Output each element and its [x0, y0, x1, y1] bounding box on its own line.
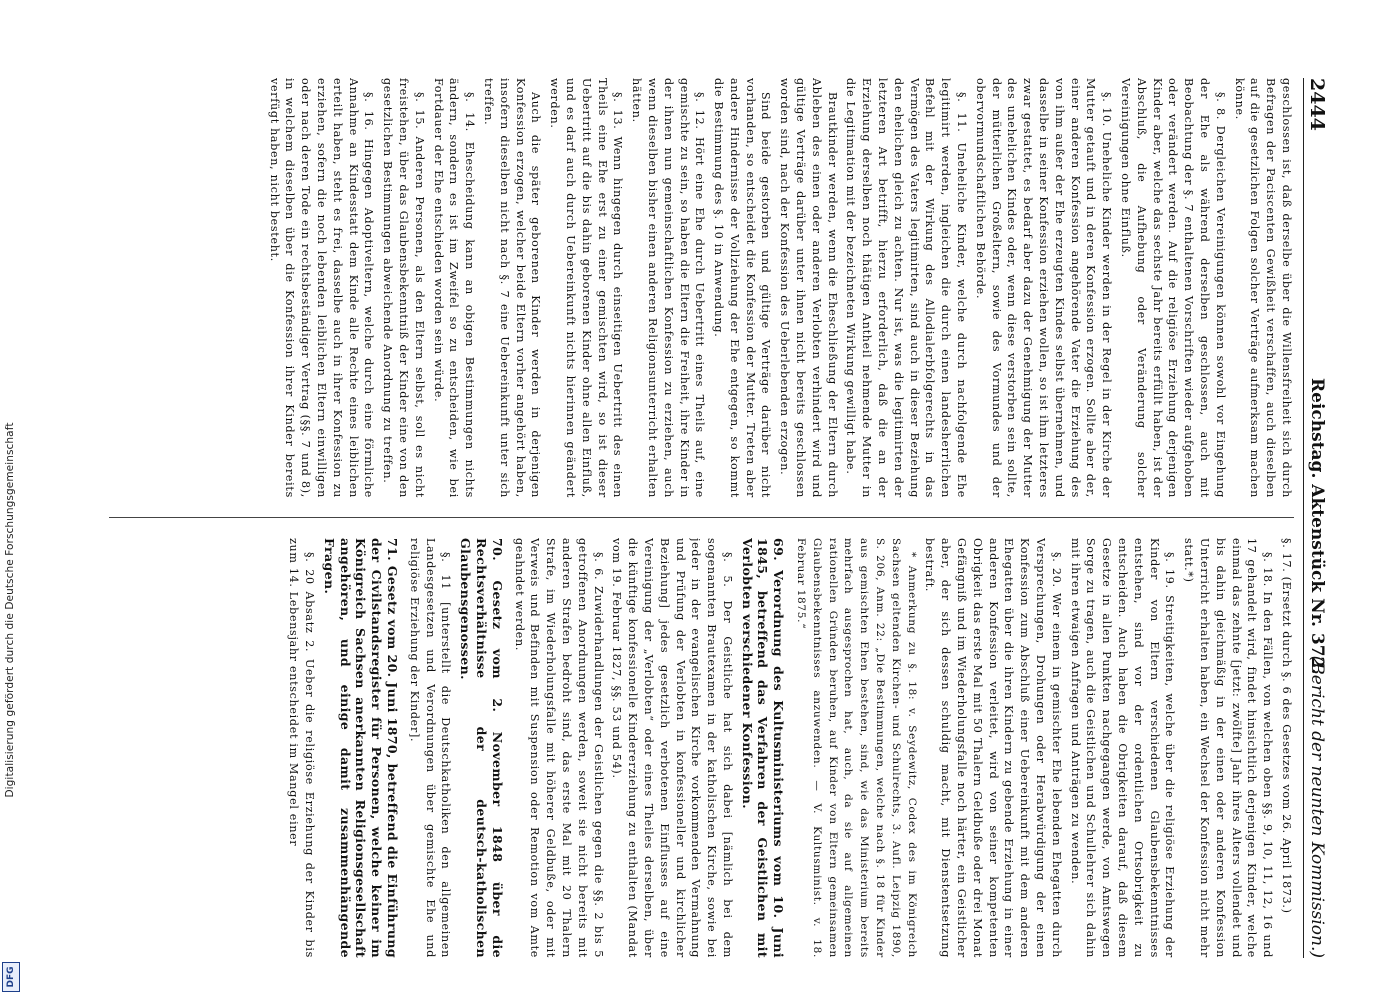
text-paragraph: Brautkinder werden, wenn die Eheschließung der Eltern durch Ableben des einen oder anderen Verlobten verhindert wird und gültige Verträge darüber unter ihnen nicht bereits geschlossen worden sind, nach der Konfession des Ueberlebenden erzogen.	[778, 78, 839, 498]
footnote-paragraph: * Anmerkung zu §. 18: v. Seydewitz, Codex des im Königreich Sachsen geltenden Kirchen- und Schulrechts, 3. Aufl. Leipzig 1890, S. 206, Anm. 22: „Die Bestimmungen, welche nach §. 18 für Kinder aus gemischten Ehen bestehen, sind, wie das Ministerium bereits mehrfach ausgesprochen hat, auch, da sie auf allgemeinen rationellen Gründen beruhen, auf Kinder von Eltern gemeinsamen Glaubensbekenntnisses anzuwenden. — V. Kultusminist. v. 18. Februar 1875.“	[795, 538, 918, 958]
right-text-column	[109, 538, 1294, 958]
text-paragraph: §. 14. Ehescheidung kann an obigen Bestimmungen nichts ändern, sondern es ist im Zweifel so zu entscheiden, wie bei Fortdauer der Ehe entschieden worden sein würde.	[431, 78, 477, 498]
running-title: Reichstag. Aktenstück Nr. 372.	[1307, 378, 1327, 675]
section-heading: 70. Gesetz vom 2. November 1848 über die Rechtsverhältnisse der deutsch-katholischen Glaubensgenossen.	[458, 538, 505, 958]
text-paragraph: §. 15. Anderen Personen, als den Eltern selbst, soll es nicht freistehen, über das Glaubensbekenntniß der Kinder eine von den gesetzlichen Bestimmungen abweichende Anordnung zu treffen.	[381, 78, 426, 498]
text-paragraph: §. 10. Uneheliche Kinder werden in der Regel in der Kirche der Mutter getauft und in deren Konfession erzogen. Sollte aber der, einer anderen Konfession angehörende Vater die Erziehung des von ihm außer der Ehe erzeugten Kindes selbst übernehmen, und dasselbe in seiner Konfession erziehen wollen, so ist ihm letzteres zwar gestattet, es bedarf aber dazu der Genehmigung der Mutter des unehelichen Kindes oder, wenn diese verstorben sein sollte, der mütterlichen Großeltern, sowie des Vormundes und der obervormundschaftlichen Behörde.	[973, 78, 1114, 498]
text-paragraph: §. 17. (Ersetzt durch §. 6 des Gesetzes vom 26. April 1873.)	[1280, 538, 1293, 914]
section-heading: 69. Verordnung des Kultusministeriums vom 10. Juni 1845, betreffend das Verfahren der Geistlichen mit Verlobten verschiedener Konfession.	[739, 538, 787, 958]
text-paragraph: §. 18. In den Fällen, von welchen oben §§. 9, 10, 11, 12, 16 und 17 gehandelt wird, findet hinsichtlich derjenigen Kinder, welche einmal das zehnte [jetzt: zwölfte] Jahr ihres Alters vollendet und bis dahin gleichmäßig in der einen oder anderen Konfession Unterricht erhalten haben, ein Wechsel der Konfession nicht mehr statt.*)	[1182, 538, 1275, 958]
page-header	[1303, 78, 1330, 958]
text-paragraph: Auch die später geborenen Kinder werden in derjenigen Konfession erzogen, welcher beide Eltern vorher angehört haben, insofern dieselben nicht nach §. 7 eine Uebereinkunft unter sich treffen.	[481, 78, 543, 498]
left-text-column	[109, 78, 1294, 498]
scanned-page	[86, 68, 1344, 968]
text-paragraph: §. 6. Zuwiderhandlungen der Geistlichen gegen die §§. 2 bis 5 getroffenen Anordnungen werden, soweit sie nicht bereits mit anderen Strafen bedroht sind, das erste Mal mit 20 Thalern Strafe, im Wiederholungsfalle mit höherer Geldbuße, oder mit Verweis und Befinden mit Suspension oder Remotion vom Amte geahndet werden.	[512, 538, 605, 958]
page-number: 2444	[1306, 78, 1328, 131]
text-paragraph: §. 13. Wenn hingegen durch einseitigen Uebertritt des einen Theils eine Ehe erst zu einer gemischten wird, so ist dieser Uebertritt auf die bis dahin geborenen Kinder ohne allen Einfluß, und es darf auch durch Uebereinkunft nichts hierinnen geändert werden.	[548, 78, 625, 498]
text-paragraph: §. 8. Dergleichen Vereinigungen können sowohl vor Eingehung der Ehe als während derselben geschlossen, auch mit Beobachtung der §. 7 enthaltenen Vorschriften wieder aufgehoben oder verändert werden. Auf die religiöse Erziehung derjenigen Kinder aber, welche das sechste Jahr bereits erfüllt haben, ist der Abschluß, die Aufhebung oder Veränderung solcher Vereinigungen ohne Einfluß.	[1119, 78, 1227, 498]
text-paragraph: §. 19. Streitigkeiten, welche über die religiöse Erziehung der Kinder von Eltern verschiedenen Glaubensbekenntnisses entstehen, sind vor der ordentlichen Ortsobrigkeit zu entscheiden. Auch haben die Obrigkeiten darauf, daß diesem Gesetze in allen Punkten nachgegangen werde, von Amtswegen Sorge zu tragen, auch die Geistlichen und Schullehrer sich dahin mit ihren etwaigen Anfragen und Anträgen zu wenden.	[1068, 538, 1177, 958]
text-paragraph: §. 20. Wer einem in gemischter Ehe lebenden Ehegatten durch Versprechungen, Drohungen oder Herabwürdigung der einen Konfession zum Abschluß einer Uebereinkunft mit dem anderen Ehegatten über die ihren Kindern zu gebende Erziehung in einer anderen Konfession verleitet, wird von seiner kompetenten Obrigkeit das erste Mal mit 50 Thalern Geldbuße oder drei Monat Gefängniß und im Wiederholungsfalle noch härter, ein Geistlicher aber, der sich dessen schuldig macht, mit Dienstentsetzung bestraft.	[923, 538, 1063, 958]
rotated-page-content	[100, 78, 1330, 958]
text-paragraph: §. 11 [unterstellt die Deutschkatholiken den allgemeinen Landesgesetzen und Verordnungen über gemischte Ehe und religiöse Erziehung der Kinder].	[407, 538, 453, 958]
text-paragraph: §. 12. Hört eine Ehe durch Uebertritt eines Theils auf, eine gemischte zu sein, so haben die Eltern die Freiheit, ihre Kinder in der ihnen nun gemeinschaftlichen Konfession zu erziehen, auch wenn dieselben bisher einen anderen Religionsunterricht erhalten hätten.	[630, 78, 707, 498]
text-paragraph: §. 11. Uneheliche Kinder, welche durch nachfolgende Ehe legitimirt werden, ingleichen die durch einen landesherrlichen Befehl mit der Wirkung des Allodialerbfolgerechts in das Vermögen des Vaters legitimirten, sind auch in dieser Beziehung den ehelichen gleich zu achten. Nur ist, was die legitimirten der letzteren Art betrifft, hierzu erforderlich, daß die an der Erziehung derselben noch thätigen Antheil nehmende Mutter in die Legitimation mit der bezeichneten Wirkung gewilligt habe.	[844, 78, 969, 498]
dfg-logo	[2, 962, 20, 992]
text-paragraph: §. 20 Absatz 2. Ueber die religiöse Erziehung der Kinder bis zum 14. Lebensjahr entscheidet im Mangel einer	[287, 538, 316, 958]
column-divider	[109, 517, 1294, 518]
text-paragraph: geschlossen ist, daß derselbe über die Willensfreiheit sich durch Befragen der Paciscenten Gewißheit verschaffen, auch dieselben auf die gesetzlichen Folgen solcher Verträge aufmerksam machen könne.	[1232, 78, 1293, 498]
digitization-credit-strip	[0, 0, 20, 1000]
text-paragraph: Sind beide gestorben und gültige Verträge darüber nicht vorhanden, so entscheidet die Konfession der Mutter. Treten aber andere Hindernisse der Vollziehung der Ehe entgegen, so kommt die Bestimmung des §. 10 in Anwendung.	[712, 78, 773, 498]
running-subtitle: (Bericht der neunten Kommission.)	[1307, 655, 1327, 958]
text-paragraph: §. 16. Hingegen Adoptiveltern, welche durch eine förmliche Annahme an Kindesstatt dem Kinde alle Rechte eines leiblichen erteilt haben, steht es frei, dasselbe auch in ihrer Konfession zu erziehen, sofern die noch lebenden leiblichen Eltern einwilligen oder nach deren Tode ein rechtsbeständiger Vertrag (§§. 7 und 8), in welchem dieselben über die Konfession ihrer Kinder bereits verfügt haben, nicht besteht.	[267, 78, 376, 498]
digitization-credit-text: Digitalisierung gefördert durch die Deutsche Forschungsgemeinschaft	[4, 422, 16, 798]
text-paragraph: §. 5. Der Geistliche hat sich dabei [nämlich bei dem sogenannten Brautexamen in der katholischen Kirche, sowie bei jeder in der evangelischen Kirche vorkommenden Vermahnung und Prüfung der Verlobten in konfessioneller und kirchlicher Beziehung] jedes gesetzlich verbotenen Einflusses auf eine Vereinigung der „Verlobten“ oder eines Theiles derselben, über die künftige konfessionelle Kindererziehung zu enthalten (Mandat vom 19. Februar 1827, §§. 53 und 54).	[610, 538, 734, 958]
section-heading: 71. Gesetz vom 20. Juni 1870, betreffend die Einführung der Civilstandsregister für Personen, welche keiner im Königreich Sachsen anerkannten Religionsgesellschaft angehören, und einige damit zusammenhängende Fragen.	[321, 538, 400, 958]
dfg-logo-text: DFG	[6, 966, 16, 988]
